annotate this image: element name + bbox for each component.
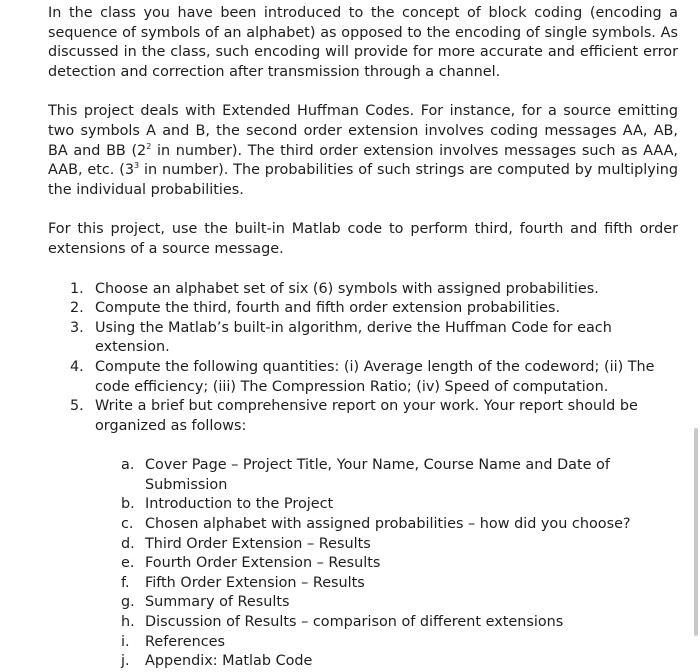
list-item-text: Third Order Extension – Results: [145, 535, 371, 552]
p2-text-part-1: This project deals with Extended Huffman Codes. For instance, for a source emitting two symbols A and B, the second order extension involves coding messages AA, AB, BA and BB (2: [48, 103, 678, 159]
list-item-text: Chosen alphabet with assigned probabilities – how did you choose?: [145, 516, 631, 533]
list-letter: j.: [121, 653, 130, 670]
list-letter: e.: [121, 555, 135, 572]
list-letter: c.: [121, 516, 134, 533]
list-number: 3.: [70, 319, 84, 336]
list-item-text: Using the Matlab’s built-in algorithm, derive the Huffman Code for each extension.: [95, 319, 612, 356]
list-item-text: Choose an alphabet set of six (6) symbols with assigned probabilities.: [95, 280, 599, 297]
list-item-text: Introduction to the Project: [145, 496, 334, 513]
p2-text-part-3: in number). The probabilities of such strings are computed by multiplying the individual probabilities.: [48, 162, 678, 198]
steps-list: [48, 280, 678, 437]
list-item: [121, 633, 678, 653]
report-sections-list: [48, 456, 678, 672]
list-item-text: Write a brief but comprehensive report on your work. Your report should be organized as follows:: [95, 398, 638, 434]
list-item: [121, 574, 678, 594]
superscript-three: 3: [134, 161, 140, 171]
list-letter: g.: [121, 594, 135, 611]
list-item-text: References: [145, 633, 225, 650]
intro-paragraph: In the class you have been introduced to the concept of block coding (encoding a sequence of symbols of an alphabet) as opposed to the encoding of single symbols. As discussed in the class, such encoding will provide for more accurate and efficient error detection and correction after transmission through a channel.: [48, 5, 678, 80]
list-item: [70, 319, 678, 358]
list-item: [121, 593, 678, 613]
list-item-text: Appendix: Matlab Code: [145, 653, 313, 670]
superscript-two: 2: [146, 141, 152, 151]
list-letter: h.: [121, 614, 135, 631]
list-item: [121, 515, 678, 535]
list-item-text: Discussion of Results – comparison of different extensions: [145, 614, 564, 631]
list-item-text: Cover Page – Project Title, Your Name, Course Name and Date of Submission: [145, 457, 610, 493]
list-number: 4.: [70, 358, 84, 375]
list-item-text: Fourth Order Extension – Results: [145, 555, 381, 572]
list-letter: d.: [121, 535, 135, 552]
list-item: [70, 358, 678, 397]
list-item-text: Fifth Order Extension – Results: [145, 574, 365, 591]
list-item-text: Compute the third, fourth and fifth order extension probabilities.: [95, 300, 561, 317]
list-item-text: Summary of Results: [145, 594, 290, 611]
instructions-paragraph: For this project, use the built-in Matlab code to perform third, fourth and fifth order extensions of a source message.: [48, 221, 678, 257]
list-number: 2.: [70, 300, 84, 317]
list-item: [70, 299, 678, 319]
p2-text-part-2: in number). The third order extension involves messages such as AAA, AAB, etc. (3: [48, 142, 678, 179]
list-item: [121, 652, 678, 672]
list-letter: a.: [121, 457, 135, 474]
project-description-paragraph: [48, 102, 678, 200]
list-item-text: Compute the following quantities: (i) Average length of the codeword; (ii) The code efficiency; (iii) The Compression Ratio; (iv) Speed of computation.: [95, 358, 655, 395]
list-item: [121, 456, 678, 495]
list-item: [121, 495, 678, 515]
list-item: [121, 613, 678, 633]
list-letter: b.: [121, 496, 135, 513]
list-item: [70, 280, 678, 300]
list-letter: f.: [121, 574, 130, 591]
list-item: [70, 397, 678, 436]
list-number: 1.: [70, 280, 84, 297]
list-number: 5.: [70, 398, 84, 415]
list-item: [121, 554, 678, 574]
vertical-scrollbar[interactable]: [694, 428, 698, 636]
list-letter: i.: [121, 633, 130, 650]
list-item: [121, 535, 678, 555]
